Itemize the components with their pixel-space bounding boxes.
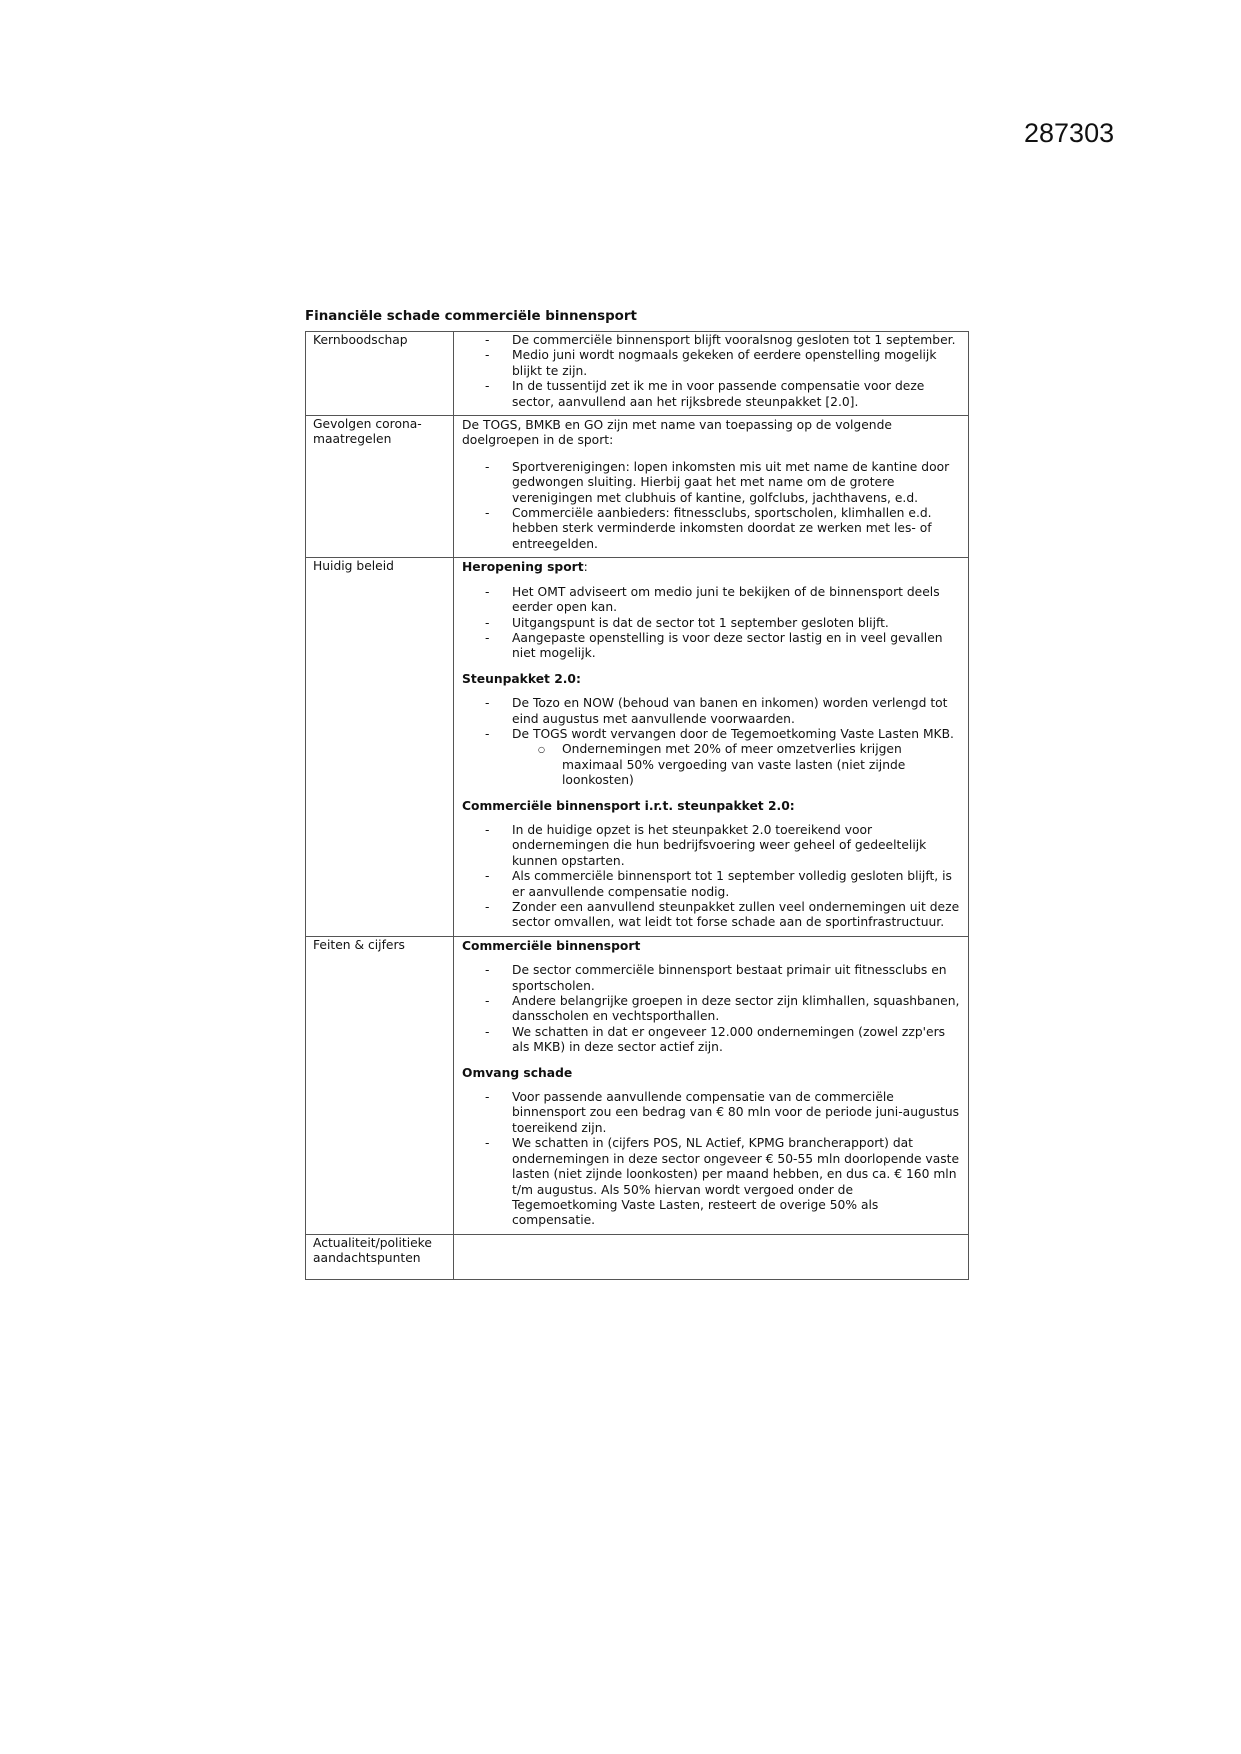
row-label: Kernboodschap [306, 332, 454, 416]
steunpakket-sublist [512, 742, 960, 788]
row-label: Gevolgen corona-maatregelen [306, 416, 454, 558]
list-item: - Als commerciële binnensport tot 1 september volledig gesloten blijft, is er aanvullende compensatie nodig. [512, 869, 960, 900]
subheading-omvang: Omvang schade [462, 1065, 573, 1080]
gevolgen-list [462, 460, 960, 552]
list-item: - Voor passende aanvullende compensatie van de commerciële binnensport zou een bedrag van € 80 mln voor de periode juni-augustus toereikend zijn. [512, 1090, 960, 1136]
info-table [305, 331, 969, 1280]
subheading-heropening-text: Heropening sport [462, 560, 584, 575]
list-item: - De Tozo en NOW (behoud van banen en inkomen) worden verlengd tot eind augustus met aanvullende voorwaarden. [512, 696, 960, 727]
row-label: Feiten & cijfers [306, 936, 454, 1234]
omvang-list [462, 1090, 960, 1229]
subheading-heropening [462, 560, 960, 575]
row-content [454, 936, 969, 1234]
row-label: Huidig beleid [306, 558, 454, 937]
list-item: - Het OMT adviseert om medio juni te bekijken of de binnensport deels eerder open kan. [512, 585, 960, 616]
steunpakket-list [462, 696, 960, 788]
list-item: - Aangepaste openstelling is voor deze sector lastig en in veel gevallen niet mogelijk. [512, 631, 960, 662]
subheading-commercieel: Commerciële binnensport i.r.t. steunpakket 2.0: [462, 798, 795, 813]
table-row-gevolgen [306, 416, 969, 558]
document-title: Financiële schade commerciële binnensport [305, 309, 637, 324]
list-item: - In de tussentijd zet ik me in voor passende compensatie voor deze sector, aanvullend aan het rijksbrede steunpakket [2.0]. [512, 379, 960, 410]
subheading-steunpakket: Steunpakket 2.0: [462, 671, 581, 686]
list-item: - De sector commerciële binnensport bestaat primair uit fitnessclubs en sportscholen. [512, 963, 960, 994]
list-item: - Zonder een aanvullend steunpakket zullen veel ondernemingen uit deze sector omvallen, wat leidt tot forse schade aan de sportinfrastructuur. [512, 900, 960, 931]
list-item: - Commerciële aanbieders: fitnessclubs, sportscholen, klimhallen e.d. hebben sterk verminderde inkomsten doordat ze werken met les- of entreegelden. [512, 506, 960, 552]
row-content [454, 558, 969, 937]
row-content-empty [454, 1234, 969, 1279]
list-item: - Medio juni wordt nogmaals gekeken of eerdere openstelling mogelijk blijkt te zijn. [512, 348, 960, 379]
row-content [454, 332, 969, 416]
list-item: - In de huidige opzet is het steunpakket 2.0 toereikend voor ondernemingen die hun bedrijfsvoering weer geheel of gedeeltelijk kunnen opstarten. [512, 823, 960, 869]
list-item: - Uitgangspunt is dat de sector tot 1 september gesloten blijft. [512, 616, 960, 631]
row-label: Actualiteit/politieke aandachtspunten [306, 1234, 454, 1279]
commercieel-list [462, 823, 960, 931]
list-item-text: De TOGS wordt vervangen door de Tegemoetkoming Vaste Lasten MKB. [512, 726, 954, 741]
list-item: - Andere belangrijke groepen in deze sector zijn klimhallen, squashbanen, dansscholen en vechtsporthallen. [512, 994, 960, 1025]
table-row-kernboodschap [306, 332, 969, 416]
table-row-huidig-beleid [306, 558, 969, 937]
list-item: - Sportverenigingen: lopen inkomsten mis uit met name de kantine door gedwongen sluiting. Hierbij gaat het met name om de grotere verenigingen met clubhuis of kantine, golfclubs, jachthavens, e.d. [512, 460, 960, 506]
binnensport-list [462, 963, 960, 1055]
sub-list-item: ○ Ondernemingen met 20% of meer omzetverlies krijgen maximaal 50% vergoeding van vaste lasten (niet zijnde loonkosten) [562, 742, 960, 788]
table-row-actualiteit [306, 1234, 969, 1279]
list-item: - We schatten in (cijfers POS, NL Actief, KPMG brancherapport) dat ondernemingen in deze sector ongeveer € 50-55 mln doorlopende vaste lasten (niet zijnde loonkosten) per maand hebben, en dus ca. € 160 mln t/m augustus. Als 50% hiervan wordt vergoed onder de Tegemoetkoming Vaste Lasten, resteert de overige 50% als compensatie. [512, 1136, 960, 1228]
document-number: 287303 [1024, 118, 1115, 148]
kernboodschap-list [462, 333, 960, 410]
list-item: - De commerciële binnensport blijft vooralsnog gesloten tot 1 september. [512, 333, 960, 348]
row-content [454, 416, 969, 558]
list-item: - We schatten in dat er ongeveer 12.000 ondernemingen (zowel zzp'ers als MKB) in deze sector actief zijn. [512, 1025, 960, 1056]
table-row-feiten [306, 936, 969, 1234]
subheading-colon: : [583, 560, 588, 575]
subheading-binnensport: Commerciële binnensport [462, 938, 641, 953]
list-item [512, 727, 960, 789]
heropening-list [462, 585, 960, 662]
gevolgen-intro: De TOGS, BMKB en GO zijn met name van toepassing op de volgende doelgroepen in de sport: [462, 418, 892, 448]
